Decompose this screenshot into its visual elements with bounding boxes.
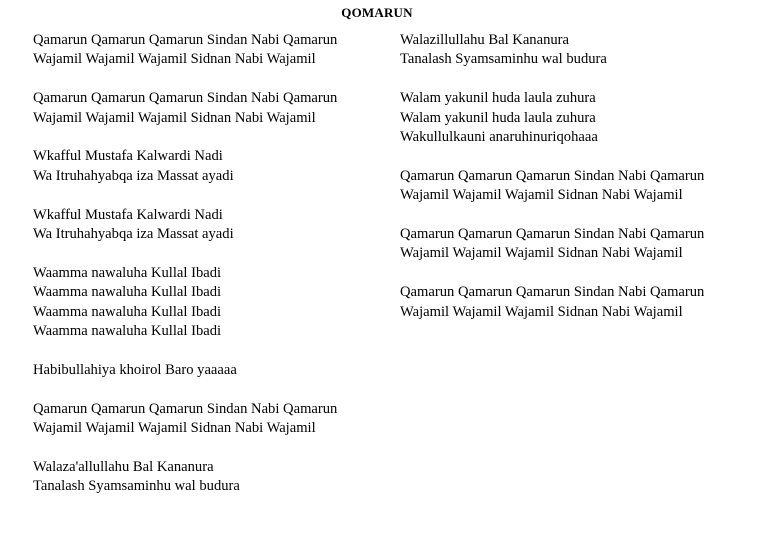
lyric-line: Waamma nawaluha Kullal Ibadi [33,284,222,301]
lyric-line: Walaza'allullahu Bal Kananura [33,458,214,475]
lyric-line: Tanalash Syamsaminhu wal budura [33,478,240,495]
lyric-line: Wajamil Wajamil Wajamil Sidnan Nabi Wajamil [400,245,683,262]
lyric-line: Wajamil Wajamil Wajamil Sidnan Nabi Wajamil [33,420,316,437]
lyric-line: Wajamil Wajamil Wajamil Sidnan Nabi Wajamil [400,187,683,204]
stanza [33,361,337,380]
lyric-line: Qamarun Qamarun Qamarun Sindan Nabi Qamarun [400,167,705,184]
lyric-line: Walam yakunil huda laula zuhura [400,109,596,126]
stanza [400,225,704,264]
lyric-line: Wakullulkauni anaruhinuriqohaaa [400,129,598,146]
lyric-line: Wajamil Wajamil Wajamil Sidnan Nabi Wajamil [33,51,316,68]
lyric-line: Qamarun Qamarun Qamarun Sindan Nabi Qamarun [400,284,705,301]
lyric-line: Waamma nawaluha Kullal Ibadi [33,303,222,320]
left-column [33,31,337,516]
right-column [400,31,704,341]
stanza [400,167,704,206]
stanza [33,147,337,186]
lyric-line: Wkafful Mustafa Kalwardi Nadi [33,148,223,165]
lyric-line: Qamarun Qamarun Qamarun Sindan Nabi Qamarun [33,90,338,107]
lyric-line: Qamarun Qamarun Qamarun Sindan Nabi Qamarun [33,400,338,417]
lyric-line: Wajamil Wajamil Wajamil Sidnan Nabi Wajamil [33,109,316,126]
stanza [400,89,704,147]
stanza [400,31,704,70]
lyric-line: Tanalash Syamsaminhu wal budura [400,51,607,68]
stanza [400,283,704,322]
lyric-line: Wa Itruhahyabqa iza Massat ayadi [33,226,234,243]
stanza [33,31,337,70]
stanza [33,206,337,245]
stanza [33,89,337,128]
lyric-line: Wa Itruhahyabqa iza Massat ayadi [33,167,234,184]
lyric-line: Walam yakunil huda laula zuhura [400,90,596,107]
lyric-line: Qamarun Qamarun Qamarun Sindan Nabi Qamarun [33,32,338,48]
lyric-line: Qamarun Qamarun Qamarun Sindan Nabi Qamarun [400,226,705,243]
document-title: QOMARUN [341,5,413,20]
lyric-line: Habibullahiya khoirol Baro yaaaaa [33,361,237,378]
lyric-line: Walazillullahu Bal Kananura [400,32,570,48]
lyric-line: Waamma nawaluha Kullal Ibadi [33,264,222,281]
stanza [33,458,337,497]
lyric-line: Waamma nawaluha Kullal Ibadi [33,323,222,340]
lyric-line: Wkafful Mustafa Kalwardi Nadi [33,206,223,223]
stanza [33,400,337,439]
lyric-line: Wajamil Wajamil Wajamil Sidnan Nabi Wajamil [400,303,683,320]
stanza [33,264,337,342]
